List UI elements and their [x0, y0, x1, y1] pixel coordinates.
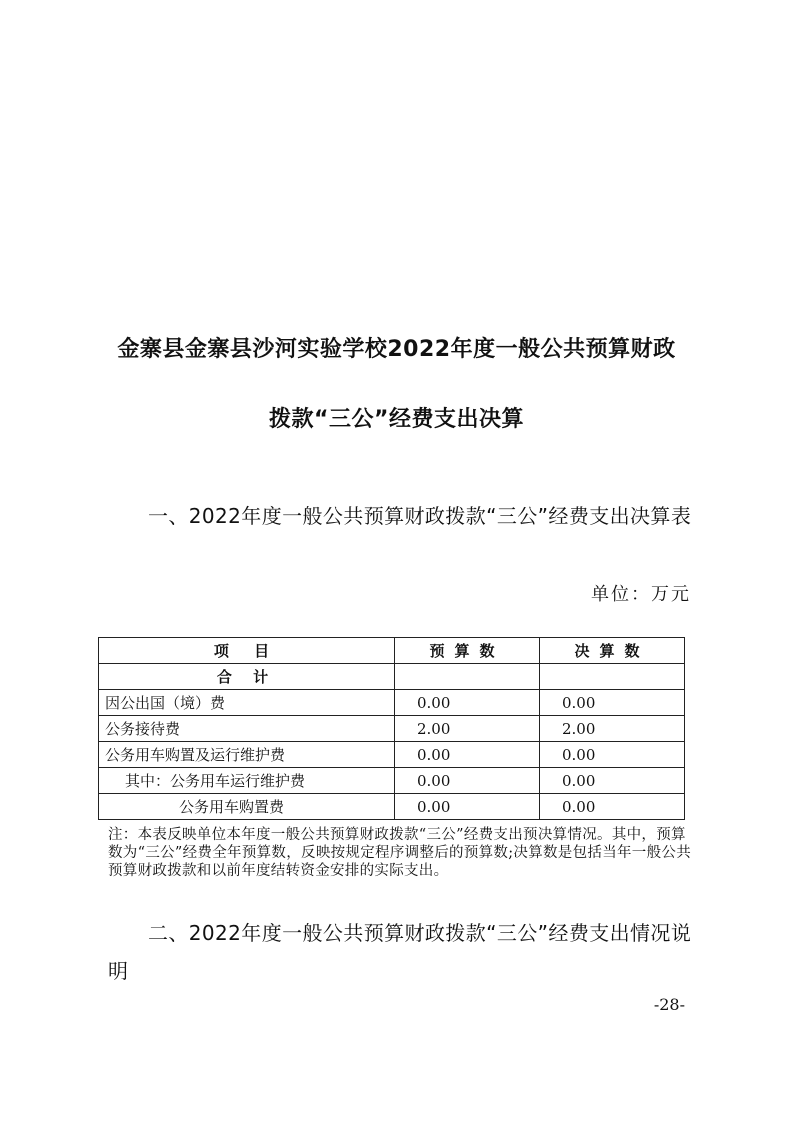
row-budget: 0.00 [395, 690, 540, 716]
row-actual: 0.00 [540, 794, 685, 820]
table-row [99, 794, 685, 820]
row-actual: 0.00 [540, 690, 685, 716]
row-item: 公务用车购置及运行维护费 [99, 742, 395, 768]
page-number: -28- [653, 995, 685, 1014]
table-row [99, 664, 685, 690]
row-budget: 2.00 [395, 716, 540, 742]
row-item: 公务接待费 [99, 716, 395, 742]
row-budget: 0.00 [395, 768, 540, 794]
row-budget: 0.00 [395, 742, 540, 768]
table-row [99, 742, 685, 768]
row-item: 其中：公务用车运行维护费 [99, 768, 395, 794]
row-budget [395, 664, 540, 690]
header-budget: 预算数 [395, 638, 540, 664]
table-footnote: 注：本表反映单位本年度一般公共预算财政拨款“三公”经费支出预决算情况。其中，预算数为“三公”经费全年预算数，反映按规定程序调整后的预算数;决算数是包括当年一般公共预算财政拨款和以前年度结转资金安排的实际支出。 [108, 827, 692, 879]
table-row [99, 690, 685, 716]
row-actual [540, 664, 685, 690]
header-item: 项 目 [99, 638, 395, 664]
expense-table [98, 637, 685, 820]
row-item: 公务用车购置费 [99, 794, 395, 820]
table-row [99, 716, 685, 742]
section-1-heading: 一、2022年度一般公共预算财政拨款“三公”经费支出决算表 [148, 504, 692, 528]
row-budget: 0.00 [395, 794, 540, 820]
table-header-row [99, 638, 685, 664]
row-item: 合 计 [99, 664, 395, 690]
section-2-heading: 二、2022年度一般公共预算财政拨款“三公”经费支出情况说明 [108, 921, 692, 983]
document-title-line-2: 拨款“三公”经费支出决算 [269, 407, 524, 432]
header-actual: 决算数 [540, 638, 685, 664]
row-actual: 2.00 [540, 716, 685, 742]
row-actual: 0.00 [540, 768, 685, 794]
unit-label: 单位：万元 [591, 584, 691, 605]
row-actual: 0.00 [540, 742, 685, 768]
row-item: 因公出国（境）费 [99, 690, 395, 716]
document-title-line-1: 金寨县金寨县沙河实验学校2022年度一般公共预算财政 [117, 337, 676, 362]
table-row [99, 768, 685, 794]
